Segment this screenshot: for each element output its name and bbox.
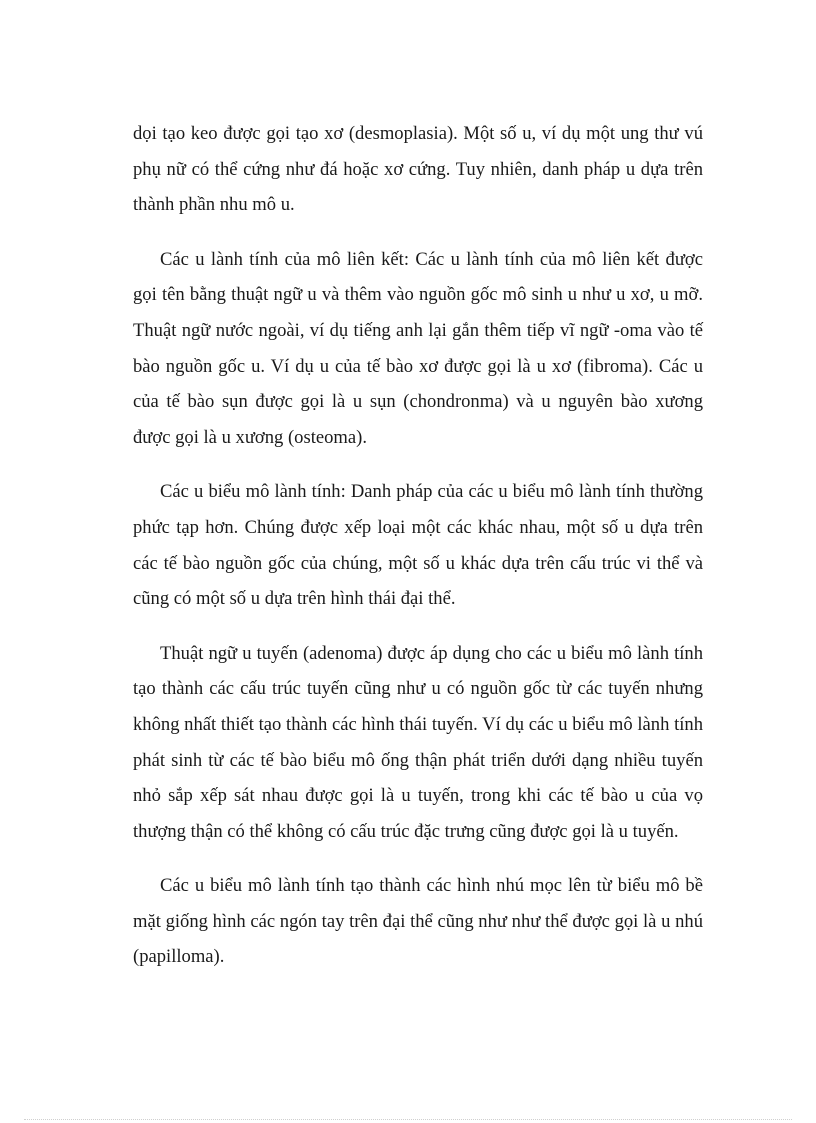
paragraph-continuation: dọi tạo keo được gọi tạo xơ (desmoplasia). Một số u, ví dụ một ung thư vú phụ nữ có thể cứng như đá hoặc xơ cứng. Tuy nhiên, danh pháp u dựa trên thành phần nhu mô u. bbox=[133, 123, 703, 216]
page-bottom-divider bbox=[24, 1119, 792, 1120]
document-body bbox=[133, 116, 703, 994]
paragraph-adenoma: Thuật ngữ u tuyến (adenoma) được áp dụng cho các u biểu mô lành tính tạo thành các cấu trúc tuyến cũng như u có nguồn gốc từ các tuyến nhưng không nhất thiết tạo thành các hình thái tuyến. Ví dụ các u biểu mô lành tính phát sinh từ các tế bào biểu mô ống thận phát triển dưới dạng nhiều tuyến nhỏ sắp xếp sát nhau được gọi là u tuyến, trong khi các tế bào u của vọ thượng thận có thể không có cấu trúc đặc trưng cũng được gọi là u tuyến. bbox=[133, 642, 703, 842]
paragraph-papilloma: Các u biểu mô lành tính tạo thành các hình nhú mọc lên từ biểu mô bề mặt giống hình các ngón tay trên đại thể cũng như như thể được gọi là u nhú (papilloma). bbox=[133, 875, 703, 968]
paragraph-connective-tissue-tumors: Các u lành tính của mô liên kết: Các u lành tính của mô liên kết được gọi tên bằng thuật ngữ u và thêm vào nguồn gốc mô sinh u như u xơ, u mỡ. Thuật ngữ nước ngoài, ví dụ tiếng anh lại gắn thêm tiếp vĩ ngữ -oma vào tế bào nguồn gốc u. Ví dụ u của tế bào xơ được gọi là u xơ (fibroma). Các u của tế bào sụn được gọi là u sụn (chondronma) và u nguyên bào xương được gọi là u xương (osteoma). bbox=[133, 248, 703, 448]
paragraph-epithelial-tumors: Các u biểu mô lành tính: Danh pháp của các u biểu mô lành tính thường phức tạp hơn. Chúng được xếp loại một các khác nhau, một số u dựa trên các tế bào nguồn gốc của chúng, một số u khác dựa trên cấu trúc vi thể và cũng có một số u dựa trên hình thái đại thể. bbox=[133, 481, 703, 610]
